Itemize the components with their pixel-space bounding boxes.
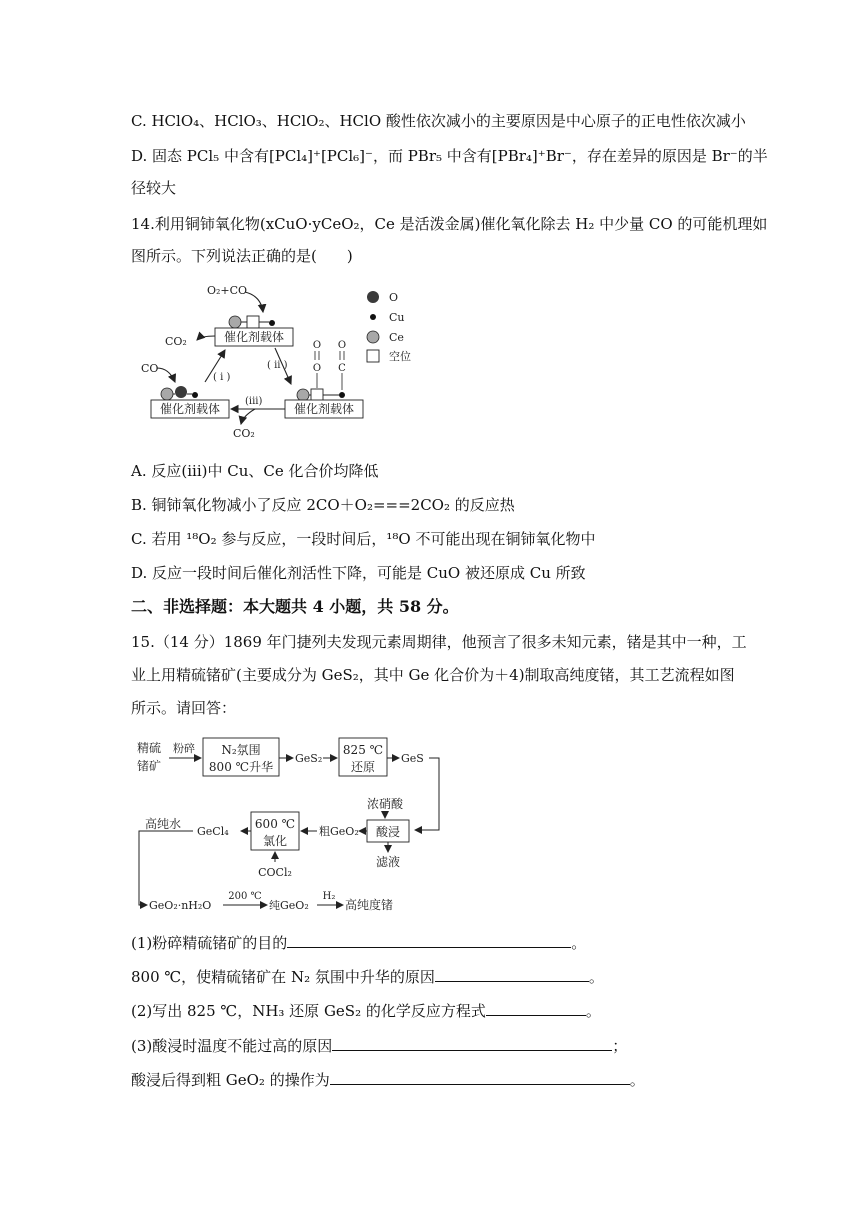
- q15-part2: (2)写出 825 ℃，NH₃ 还原 GeS₂ 的化学反应方程式 。: [131, 1002, 601, 1020]
- legend: [367, 291, 411, 363]
- svg-text:600 ℃: 600 ℃: [254, 817, 296, 831]
- ges2-label: GeS₂: [295, 752, 323, 765]
- ore-label-2: 锗矿: [137, 759, 162, 773]
- q15-stem-line1: 15.（14 分）1869 年门捷列夫发现元素周期律，他预言了很多未知元素，锗是其中一种，工: [131, 633, 747, 651]
- o2-co-arrow: [245, 292, 263, 312]
- svg-text:O: O: [389, 291, 399, 304]
- q14-option-d: D. 反应一段时间后催化剂活性下降，可能是 CuO 被还原成 Cu 所致: [131, 564, 586, 582]
- co2-label-top: CO₂: [165, 335, 187, 348]
- svg-text:酸浸: 酸浸: [375, 825, 401, 839]
- legend-o-icon: [367, 291, 379, 303]
- q14-stem-line1: 14.利用铜铈氧化物(xCuO·yCeO₂，Ce 是活泼金属)催化氧化除去 H₂ 中少量 CO 的可能机理如: [131, 215, 768, 233]
- q15-stem-line3: 所示。请回答：: [131, 699, 237, 717]
- cocl2-label: COCl₂: [258, 866, 292, 879]
- svg-text:O: O: [312, 363, 322, 374]
- svg-text:N₂氛围: N₂氛围: [221, 743, 261, 757]
- q14-option-a: A. 反应(iii)中 Cu、Ce 化合价均降低: [131, 462, 379, 480]
- crush-label: 粉碎: [173, 742, 195, 755]
- h2-label: H₂: [322, 891, 336, 902]
- catalysis-mechanism-diagram: [135, 278, 425, 443]
- catalyst-right: [285, 389, 363, 418]
- catalyst-left: [151, 386, 229, 418]
- q15-part1a: (1)粉碎精硫锗矿的目的 。: [131, 934, 587, 952]
- q14-stem-line2: 图所示。下列说法正确的是( ): [131, 247, 353, 265]
- co2-label-bottom: CO₂: [233, 427, 255, 440]
- q15-part3b: 酸浸后得到粗 GeO₂ 的操作为 。: [131, 1071, 645, 1089]
- step-ii-label: ( ii ): [267, 360, 288, 371]
- svg-text:825 ℃: 825 ℃: [342, 743, 384, 757]
- q13-option-c: C. HClO₄、HClO₃、HClO₂、HClO 酸性依次减小的主要原因是中心原子的正电性依次减小: [131, 112, 746, 130]
- pure-water-label: 高纯水: [145, 817, 182, 831]
- cu-atom: [269, 320, 275, 326]
- o-atom: [175, 386, 187, 398]
- svg-text:800 ℃升华: 800 ℃升华: [208, 760, 274, 774]
- product-label: 高纯度锗: [345, 898, 394, 912]
- support-label-top: 催化剂载体: [223, 330, 285, 344]
- answer-blank-3a[interactable]: [332, 1036, 612, 1051]
- q14-option-b: B. 铜铈氧化物减小了反应 2CO＋O₂===2CO₂ 的反应热: [131, 496, 515, 514]
- ce-atom: [229, 316, 241, 328]
- ce-atom: [161, 388, 173, 400]
- step-iii-label: (iii): [245, 396, 263, 407]
- cu-atom: [339, 392, 345, 398]
- co2-release-arrow-bottom: [241, 409, 255, 424]
- temp-200-label: 200 ℃: [228, 891, 262, 902]
- q15-stem-line2: 业上用精硫锗矿(主要成分为 GeS₂，其中 Ge 化合价为＋4)制取高纯度锗，其工艺流程如图: [131, 666, 735, 684]
- catalyst-top: [215, 316, 293, 346]
- legend-vacancy-icon: [367, 350, 379, 362]
- support-label-right: 催化剂载体: [293, 402, 355, 416]
- svg-text:空位: 空位: [389, 350, 411, 363]
- pure-geo2-label: 纯GeO₂: [269, 899, 309, 912]
- svg-text:O: O: [337, 340, 347, 351]
- ore-label-1: 精硫: [137, 741, 162, 755]
- support-label-left: 催化剂载体: [159, 402, 221, 416]
- gecl4-label: GeCl₄: [197, 825, 229, 838]
- vacancy-site: [247, 316, 259, 328]
- q13-option-d-line1: D. 固态 PCl₅ 中含有[PCl₄]⁺[PCl₆]⁻，而 PBr₅ 中含有[PBr₄]⁺Br⁻，存在差异的原因是 Br⁻的半: [131, 147, 768, 165]
- hydrate-label: GeO₂·nH₂O: [149, 899, 212, 912]
- svg-text:氯化: 氯化: [262, 834, 288, 848]
- co-arrow: [157, 368, 175, 382]
- answer-blank-1a[interactable]: [287, 933, 571, 948]
- cu-atom: [192, 392, 198, 398]
- vacancy-site: [311, 389, 323, 401]
- svg-text:还原: 还原: [350, 760, 376, 774]
- q15-part1b: 800 ℃，使精硫锗矿在 N₂ 氛围中升华的原因 。: [131, 968, 604, 986]
- q15-part3a: (3)酸浸时温度不能过高的原因 ；: [131, 1037, 628, 1055]
- crude-geo2-label: 粗GeO₂: [319, 825, 359, 838]
- co-label: CO: [141, 362, 159, 375]
- ce-atom: [297, 389, 309, 401]
- co2-release-arrow: [197, 336, 215, 340]
- ges-label: GeS: [401, 752, 424, 765]
- svg-text:C: C: [338, 363, 346, 374]
- answer-blank-2[interactable]: [486, 1001, 586, 1016]
- svg-text:Ce: Ce: [389, 331, 404, 344]
- answer-blank-3b[interactable]: [330, 1070, 630, 1085]
- step-i-label: ( i ): [213, 372, 231, 383]
- filtrate-label: 滤液: [375, 855, 401, 869]
- nitric-acid-label: 浓硝酸: [366, 797, 404, 811]
- q13-option-d-line2: 径较大: [131, 179, 177, 197]
- legend-cu-icon: [370, 314, 376, 320]
- section-heading: 二、非选择题：本大题共 4 小题，共 58 分。: [131, 597, 459, 616]
- adsorbed-co-o2: [313, 340, 346, 390]
- o2-co-label: O₂+CO: [207, 284, 248, 297]
- svg-text:O: O: [312, 340, 322, 351]
- legend-ce-icon: [367, 331, 379, 343]
- answer-blank-1b[interactable]: [435, 967, 589, 982]
- q14-option-c: C. 若用 ¹⁸O₂ 参与反应，一段时间后，¹⁸O 不可能出现在铜铈氧化物中: [131, 530, 596, 548]
- germanium-process-flowchart: [133, 730, 453, 920]
- svg-text:Cu: Cu: [389, 311, 405, 324]
